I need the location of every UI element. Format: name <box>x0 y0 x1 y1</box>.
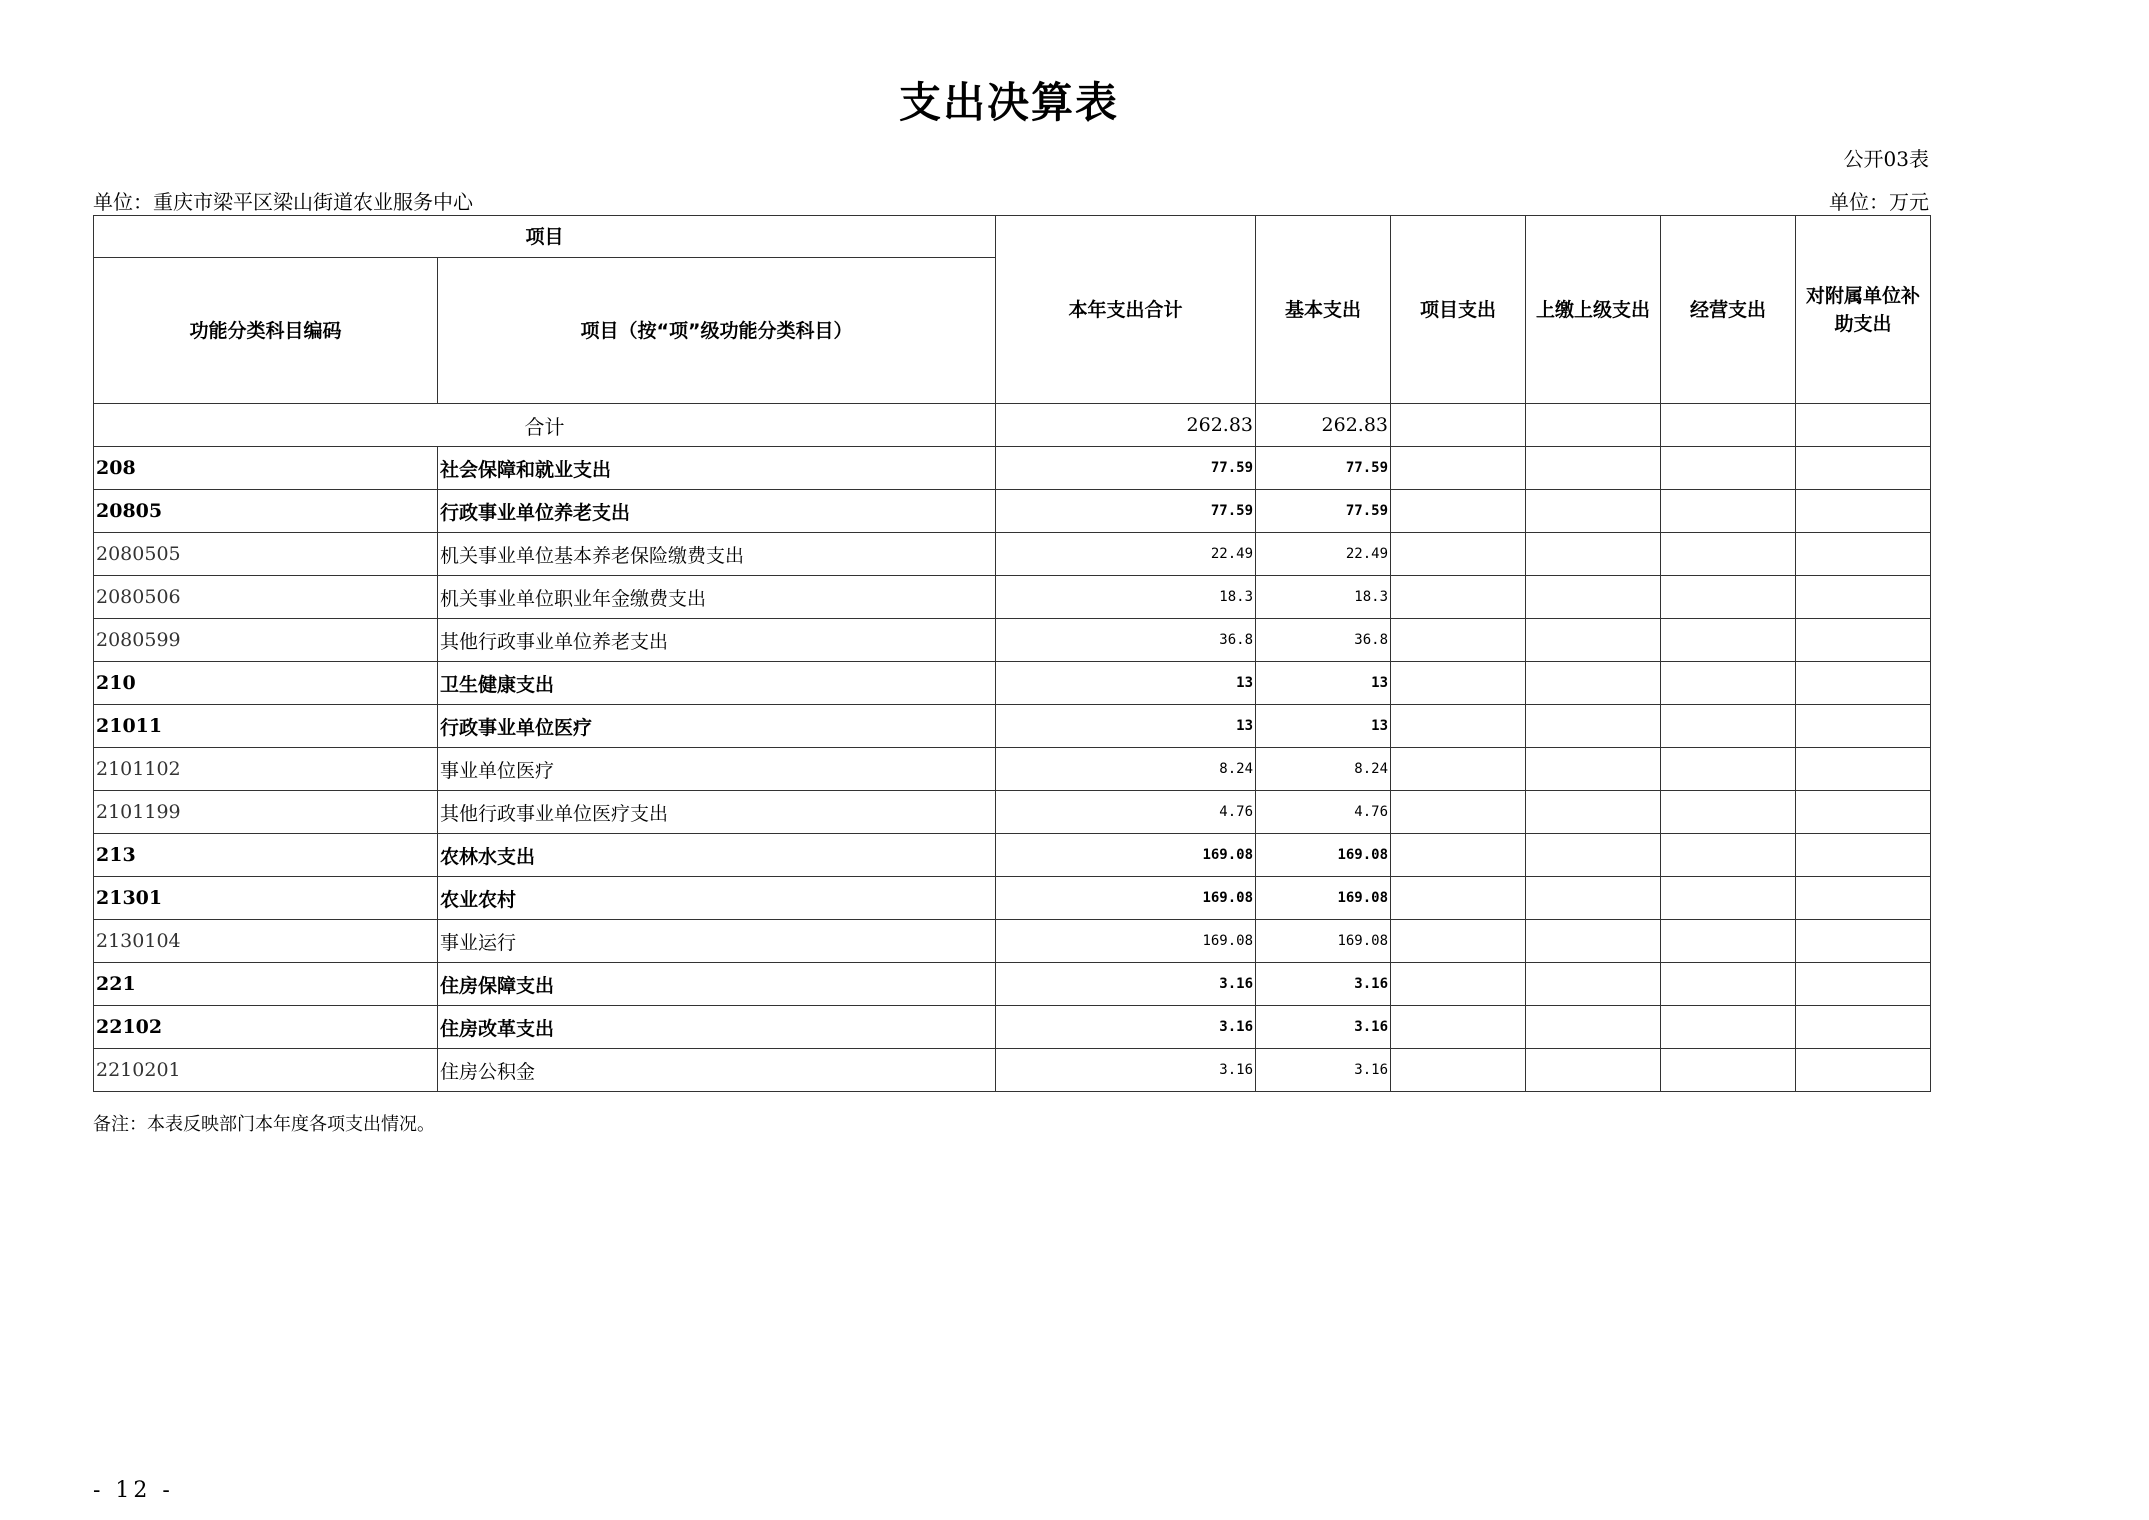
remit-cell <box>1526 834 1661 877</box>
total-label: 合计 <box>94 404 996 447</box>
basic-cell: 18.3 <box>1256 576 1391 619</box>
total-cell: 36.8 <box>996 619 1256 662</box>
total-cell: 77.59 <box>996 490 1256 533</box>
project-cell <box>1391 1006 1526 1049</box>
operating-cell <box>1661 533 1796 576</box>
total-basic-cell: 262.83 <box>1256 404 1391 447</box>
remit-cell <box>1526 619 1661 662</box>
subsidy-cell <box>1796 705 1931 748</box>
code-cell: 20805 <box>94 490 438 533</box>
remit-cell <box>1526 920 1661 963</box>
header-remit: 上缴上级支出 <box>1526 216 1661 404</box>
project-cell <box>1391 490 1526 533</box>
remit-cell <box>1526 533 1661 576</box>
total-cell: 3.16 <box>996 1049 1256 1092</box>
table-row <box>94 963 1931 1006</box>
basic-cell: 8.24 <box>1256 748 1391 791</box>
code-cell: 2080506 <box>94 576 438 619</box>
operating-cell <box>1661 662 1796 705</box>
total-cell: 169.08 <box>996 877 1256 920</box>
subsidy-cell <box>1796 619 1931 662</box>
operating-cell <box>1661 920 1796 963</box>
item-name-cell: 卫生健康支出 <box>438 662 996 705</box>
code-cell: 2080505 <box>94 533 438 576</box>
empty-cell <box>1661 404 1796 447</box>
total-row <box>94 404 1931 447</box>
item-name-cell: 住房改革支出 <box>438 1006 996 1049</box>
subsidy-cell <box>1796 834 1931 877</box>
basic-cell: 3.16 <box>1256 1049 1391 1092</box>
header-subsidy: 对附属单位补助支出 <box>1796 216 1931 404</box>
total-cell: 4.76 <box>996 791 1256 834</box>
project-cell <box>1391 920 1526 963</box>
table-row <box>94 834 1931 877</box>
operating-cell <box>1661 705 1796 748</box>
total-cell: 3.16 <box>996 1006 1256 1049</box>
operating-cell <box>1661 748 1796 791</box>
basic-cell: 13 <box>1256 662 1391 705</box>
project-cell <box>1391 576 1526 619</box>
project-cell <box>1391 748 1526 791</box>
code-cell: 208 <box>94 447 438 490</box>
subsidy-cell <box>1796 662 1931 705</box>
remit-cell <box>1526 576 1661 619</box>
basic-cell: 36.8 <box>1256 619 1391 662</box>
code-cell: 213 <box>94 834 438 877</box>
subsidy-cell <box>1796 490 1931 533</box>
table-body <box>94 404 1931 1092</box>
remit-cell <box>1526 705 1661 748</box>
basic-cell: 3.16 <box>1256 963 1391 1006</box>
item-name-cell: 其他行政事业单位养老支出 <box>438 619 996 662</box>
operating-cell <box>1661 447 1796 490</box>
basic-cell: 22.49 <box>1256 533 1391 576</box>
remit-cell <box>1526 791 1661 834</box>
remit-cell <box>1526 877 1661 920</box>
project-cell <box>1391 963 1526 1006</box>
remit-cell <box>1526 748 1661 791</box>
table-row <box>94 490 1931 533</box>
subsidy-cell <box>1796 963 1931 1006</box>
header-basic: 基本支出 <box>1256 216 1391 404</box>
project-cell <box>1391 834 1526 877</box>
item-name-cell: 住房公积金 <box>438 1049 996 1092</box>
operating-cell <box>1661 490 1796 533</box>
empty-cell <box>1526 404 1661 447</box>
subsidy-cell <box>1796 576 1931 619</box>
code-cell: 22102 <box>94 1006 438 1049</box>
total-cell: 77.59 <box>996 447 1256 490</box>
table-row <box>94 748 1931 791</box>
item-name-cell: 机关事业单位职业年金缴费支出 <box>438 576 996 619</box>
project-cell <box>1391 1049 1526 1092</box>
project-cell <box>1391 662 1526 705</box>
table-row <box>94 576 1931 619</box>
header-project: 项目支出 <box>1391 216 1526 404</box>
total-cell: 22.49 <box>996 533 1256 576</box>
remit-cell <box>1526 490 1661 533</box>
operating-cell <box>1661 619 1796 662</box>
basic-cell: 77.59 <box>1256 447 1391 490</box>
subsidy-cell <box>1796 447 1931 490</box>
subsidy-cell <box>1796 791 1931 834</box>
page-title: 支出决算表 <box>898 78 1119 127</box>
table-row <box>94 447 1931 490</box>
form-number: 公开03表 <box>1843 147 1929 171</box>
item-name-cell: 事业运行 <box>438 920 996 963</box>
item-name-cell: 行政事业单位医疗 <box>438 705 996 748</box>
code-cell: 21011 <box>94 705 438 748</box>
unit-organization: 单位：重庆市梁平区梁山街道农业服务中心 <box>93 190 473 214</box>
table-row <box>94 619 1931 662</box>
header-total: 本年支出合计 <box>996 216 1256 404</box>
footnote: 备注：本表反映部门本年度各项支出情况。 <box>93 1114 435 1135</box>
table-row <box>94 877 1931 920</box>
item-name-cell: 其他行政事业单位医疗支出 <box>438 791 996 834</box>
code-cell: 2080599 <box>94 619 438 662</box>
remit-cell <box>1526 1049 1661 1092</box>
item-name-cell: 行政事业单位养老支出 <box>438 490 996 533</box>
basic-cell: 4.76 <box>1256 791 1391 834</box>
total-cell: 13 <box>996 662 1256 705</box>
item-name-cell: 农林水支出 <box>438 834 996 877</box>
item-name-cell: 机关事业单位基本养老保险缴费支出 <box>438 533 996 576</box>
total-cell: 18.3 <box>996 576 1256 619</box>
remit-cell <box>1526 963 1661 1006</box>
subsidy-cell <box>1796 1049 1931 1092</box>
total-cell: 3.16 <box>996 963 1256 1006</box>
basic-cell: 169.08 <box>1256 877 1391 920</box>
code-cell: 2210201 <box>94 1049 438 1092</box>
table-row <box>94 920 1931 963</box>
empty-cell <box>1796 404 1931 447</box>
total-cell: 169.08 <box>996 834 1256 877</box>
header-code: 功能分类科目编码 <box>94 258 438 404</box>
project-cell <box>1391 877 1526 920</box>
basic-cell: 169.08 <box>1256 834 1391 877</box>
table-row <box>94 1006 1931 1049</box>
project-cell <box>1391 447 1526 490</box>
basic-cell: 169.08 <box>1256 920 1391 963</box>
total-cell: 169.08 <box>996 920 1256 963</box>
item-name-cell: 农业农村 <box>438 877 996 920</box>
project-cell <box>1391 791 1526 834</box>
operating-cell <box>1661 963 1796 1006</box>
subsidy-cell <box>1796 877 1931 920</box>
total-sum-cell: 262.83 <box>996 404 1256 447</box>
item-name-cell: 住房保障支出 <box>438 963 996 1006</box>
item-name-cell: 事业单位医疗 <box>438 748 996 791</box>
operating-cell <box>1661 877 1796 920</box>
table-row <box>94 533 1931 576</box>
page-number: - 12 - <box>93 1478 174 1503</box>
operating-cell <box>1661 1049 1796 1092</box>
expenditure-table <box>93 215 1931 1092</box>
operating-cell <box>1661 834 1796 877</box>
basic-cell: 3.16 <box>1256 1006 1391 1049</box>
item-name-cell: 社会保障和就业支出 <box>438 447 996 490</box>
code-cell: 210 <box>94 662 438 705</box>
remit-cell <box>1526 447 1661 490</box>
table-row <box>94 1049 1931 1092</box>
project-cell <box>1391 705 1526 748</box>
remit-cell <box>1526 1006 1661 1049</box>
header-name: 项目（按“项”级功能分类科目） <box>438 258 996 404</box>
code-cell: 2101102 <box>94 748 438 791</box>
subsidy-cell <box>1796 920 1931 963</box>
code-cell: 2101199 <box>94 791 438 834</box>
code-cell: 221 <box>94 963 438 1006</box>
table-row <box>94 662 1931 705</box>
operating-cell <box>1661 791 1796 834</box>
subsidy-cell <box>1796 748 1931 791</box>
code-cell: 21301 <box>94 877 438 920</box>
subsidy-cell <box>1796 1006 1931 1049</box>
total-cell: 8.24 <box>996 748 1256 791</box>
header-operating: 经营支出 <box>1661 216 1796 404</box>
table-row <box>94 791 1931 834</box>
project-cell <box>1391 533 1526 576</box>
empty-cell <box>1391 404 1526 447</box>
header-project-group: 项目 <box>94 216 996 258</box>
basic-cell: 13 <box>1256 705 1391 748</box>
basic-cell: 77.59 <box>1256 490 1391 533</box>
operating-cell <box>1661 576 1796 619</box>
code-cell: 2130104 <box>94 920 438 963</box>
remit-cell <box>1526 662 1661 705</box>
operating-cell <box>1661 1006 1796 1049</box>
subsidy-cell <box>1796 533 1931 576</box>
unit-currency: 单位：万元 <box>1829 190 1929 214</box>
project-cell <box>1391 619 1526 662</box>
table-row <box>94 705 1931 748</box>
total-cell: 13 <box>996 705 1256 748</box>
